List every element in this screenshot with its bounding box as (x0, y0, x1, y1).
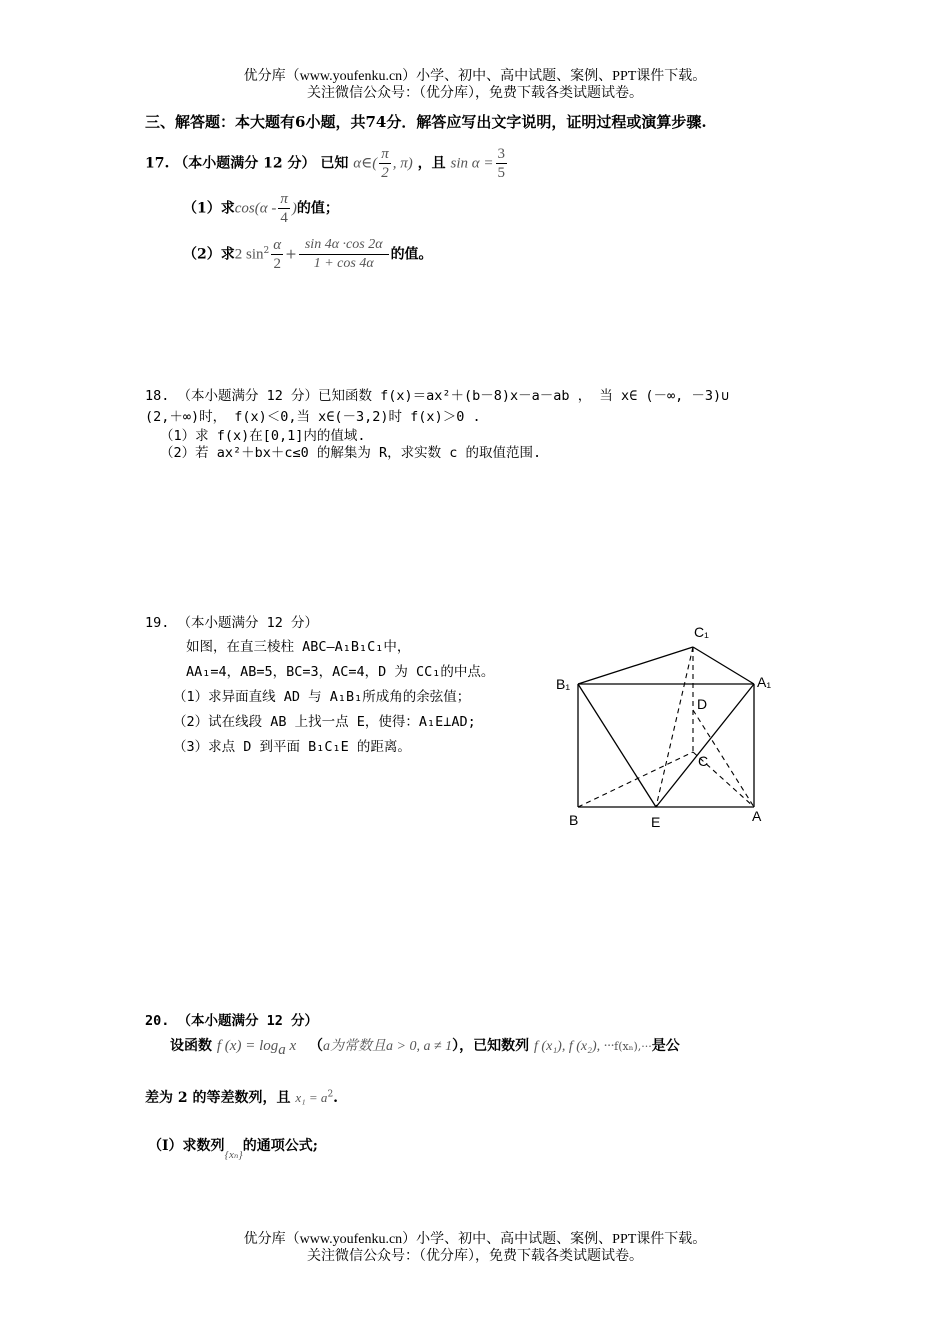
q19-part2: （2）试在线段 AB 上找一点 E，使得：A₁E⊥AD; (173, 714, 476, 730)
header-line-2: 关注微信公众号：（优分库），免费下载各类试题试卷。 (307, 86, 643, 101)
q20-head: 20. （本小题满分 12 分） (145, 1013, 319, 1029)
hidden-BC (578, 752, 693, 807)
q20-is-pub: 是公 (651, 1038, 680, 1054)
q17-square: 2 (263, 245, 270, 256)
q19-line2: AA₁=4，AB=5，BC=3，AC=4，D 为 CC₁的中点。 (186, 664, 495, 680)
q17-interval-end: , π) (392, 155, 413, 172)
q17-plus: + (285, 246, 297, 263)
q20-sequence: f (x₁), f (x₂), ··· (534, 1039, 615, 1054)
footer-line-2: 关注微信公众号：（优分库），免费下载各类试题试卷。 (307, 1249, 643, 1264)
q17-part2-post: 的值。 (390, 246, 433, 263)
section-title: 三、解答题：本大题有6小题，共74分．解答应写出文字说明，证明过程或演算步骤. (145, 113, 707, 131)
q20-seq-xn: {xₙ} (224, 1149, 243, 1161)
q20-line2-pre: 差为 2 的等差数列，且 (145, 1090, 291, 1106)
label-A1: A₁ (757, 674, 772, 690)
q17-and: ，且 (417, 155, 446, 172)
q20-condition: a为常数且a > 0, a ≠ 1 (323, 1039, 453, 1054)
q17-part2-pre: （2）求 (183, 246, 235, 263)
q19-line1: 如图，在直三棱柱 ABC—A₁B₁C₁中， (186, 639, 411, 655)
q20-set-fn: 设函数 (170, 1038, 212, 1054)
q18-line1: 18. （本小题满分 12 分）已知函数 f(x)＝ax²＋(b－8)x－a－ab ， 当 x∈ (－∞, －3)∪ (145, 388, 730, 404)
q19-head: 19. （本小题满分 12 分） (145, 615, 319, 631)
q20-line1 (170, 1035, 680, 1059)
q20-line2 (145, 1087, 338, 1107)
q20-fx-x: x (285, 1038, 297, 1054)
q19-part1: （1）求异面直线 AD 与 A₁B₁所成角的余弦值； (173, 689, 471, 705)
label-B: B (569, 812, 579, 828)
q17-sin-lhs: sin α = (450, 155, 494, 172)
q17-block (145, 145, 509, 182)
q20-paren-close: ），已知数列 (452, 1038, 530, 1054)
q19-part3: （3）求点 D 到平面 B₁C₁E 的距离。 (173, 739, 411, 755)
q17-pi-over-4: $\frac{\pi}{4}$ (280, 191, 288, 226)
q18-line2: (2,＋∞)时， f(x)＜0,当 x∈(－3,2)时 f(x)＞0 . (145, 409, 481, 425)
q17-alpha-in: α∈( (353, 155, 378, 172)
label-C: C (698, 753, 709, 769)
edge-C1A1 (693, 647, 754, 684)
label-A: A (752, 808, 762, 824)
q17-big-fraction: $\frac{\sin 4\alpha \cdot\cos 2\alpha}{1 + \cos 4\alpha}$ (299, 236, 389, 273)
q20-part1-post: 的通项公式; (242, 1138, 318, 1154)
label-E: E (651, 814, 661, 830)
q17-part1-cos: cos(α - (234, 200, 277, 217)
footer-line-1: 优分库（www.youfenku.cn）小学、初中、高中试题、案例、PPT课件下载。 (243, 1232, 707, 1247)
q17-alpha-over-2: $\frac{\alpha}{2}$ (273, 237, 282, 272)
q18-part1: （1）求 f(x)在[0,1]内的值域. (160, 428, 366, 444)
edge-B1C1 (578, 647, 693, 684)
q20-dot: . (333, 1090, 339, 1106)
q20-part1 (148, 1135, 318, 1161)
q20-paren-open: （ (309, 1038, 324, 1054)
label-B1: B₁ (556, 676, 571, 692)
label-D: D (697, 696, 708, 712)
q17-part1 (183, 190, 339, 227)
q20-x1-sq: 2 (327, 1089, 334, 1100)
segment-B1E (578, 684, 656, 807)
q20-sequence-tail: f(xₙ),··· (614, 1040, 652, 1053)
q17-pi-over-2: $\frac{\pi}{2}$ (381, 146, 389, 181)
q20-x1-eq: x₁ = a (295, 1090, 328, 1105)
q18-part2: （2）若 ax²＋bx＋c≤0 的解集为 R，求实数 c 的取值范围. (160, 445, 542, 461)
q20-fx: f (x) = log (216, 1038, 279, 1054)
label-C1: C₁ (694, 624, 709, 640)
q17-part1-post: 的值； (296, 200, 339, 217)
q17-2sin: 2 sin (234, 246, 264, 263)
q20-part1-pre: （Ⅰ）求数列 (148, 1138, 225, 1154)
prism-figure (550, 615, 790, 835)
header-line-1: 优分库（www.youfenku.cn）小学、初中、高中试题、案例、PPT课件下载。 (243, 69, 707, 84)
q17-part1-close: ) (291, 200, 297, 217)
q17-part1-pre: （1）求 (183, 200, 235, 217)
q17-part2 (183, 236, 433, 273)
q17-head: 17. （本小题满分 12 分） 已知 (145, 155, 349, 172)
q17-three-fifths: $\frac{3}{5}$ (497, 146, 505, 181)
q20-log-base: a (278, 1041, 286, 1058)
